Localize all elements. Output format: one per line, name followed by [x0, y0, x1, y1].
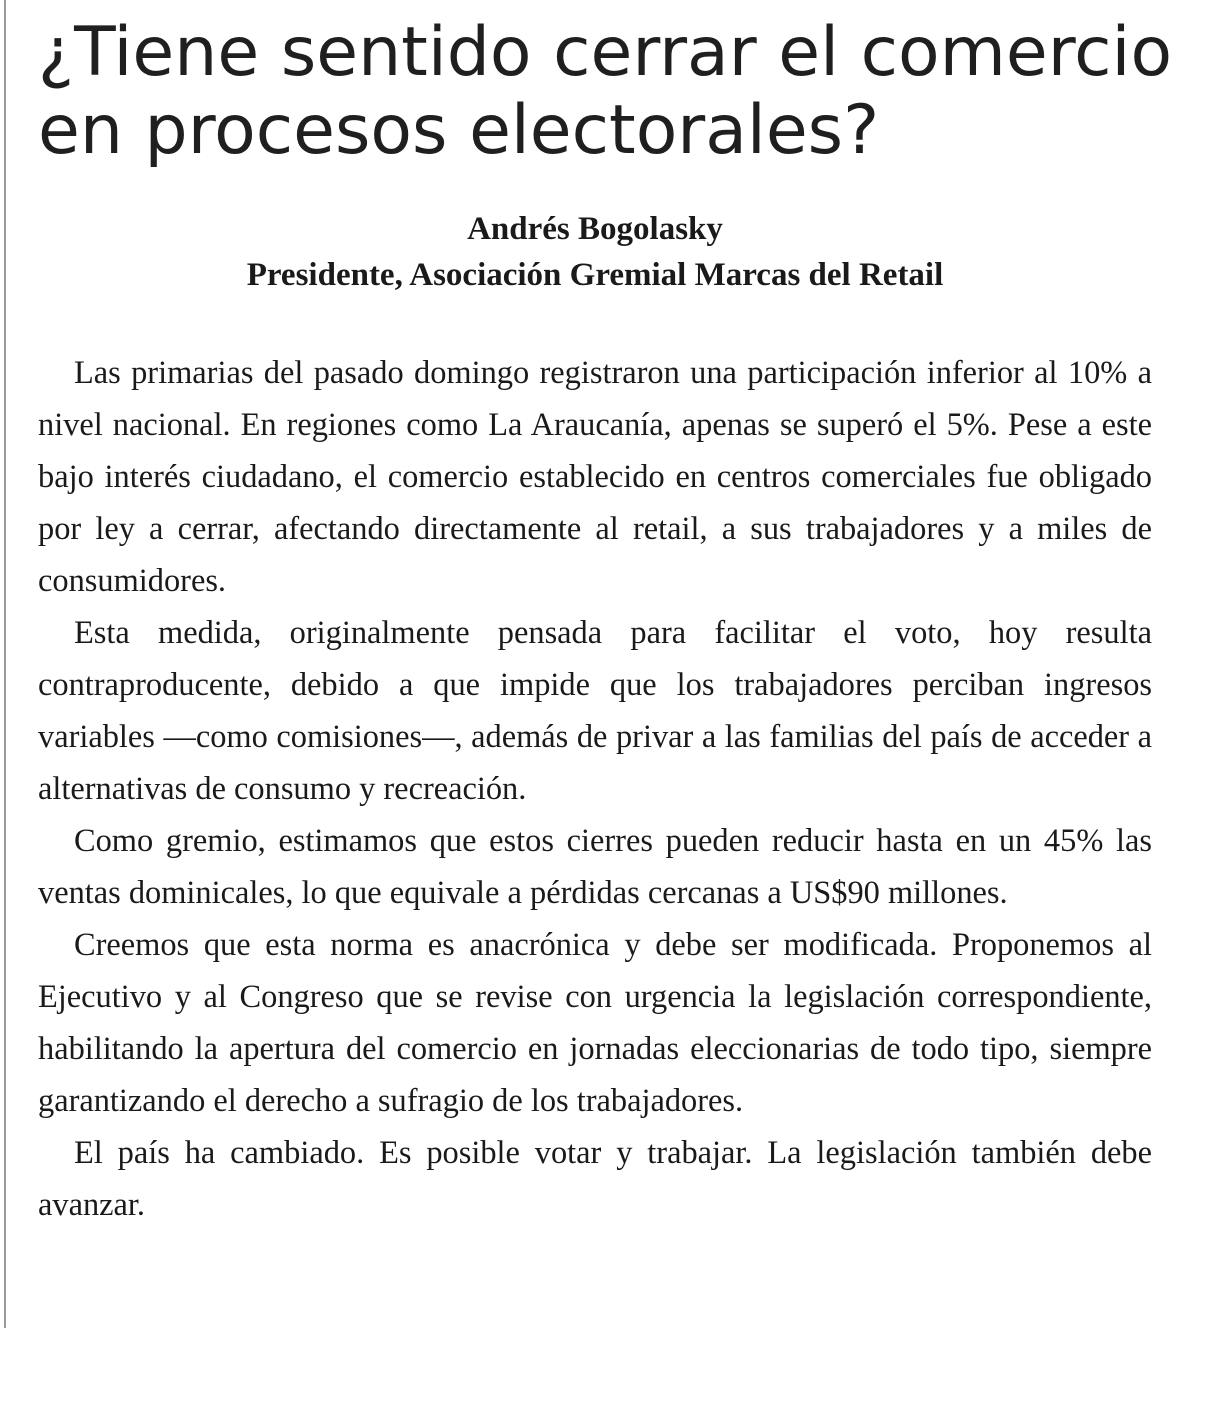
article-body [38, 347, 1152, 1231]
byline [38, 206, 1152, 298]
paragraph-4: Creemos que esta norma es anacrónica y debe ser modificada. Proponemos al Ejecutivo y al Congreso que se revise con urgencia la legislación correspondiente, habilitando la apertura del comercio en jornadas eleccionarias de todo tipo, siempre garantizando el derecho a sufragio de los trabajadores. [38, 927, 1152, 1119]
paragraph-2: Esta medida, originalmente pensada para facilitar el voto, hoy resulta contraproducente, debido a que impide que los trabajadores perciban ingresos variables —como comisiones—, además de privar a las familias del país de acceder a alternativas de consumo y recreación. [38, 615, 1152, 807]
paragraph-1: Las primarias del pasado domingo registraron una participación inferior al 10% a nivel nacional. En regiones como La Araucanía, apenas se superó el 5%. Pese a este bajo interés ciudadano, el comercio establecido en centros comerciales fue obligado por ley a cerrar, afectando directamente al retail, a sus trabajadores y a miles de consumidores. [38, 355, 1152, 599]
paragraph-3: Como gremio, estimamos que estos cierres pueden reducir hasta en un 45% las ventas dominicales, lo que equivale a pérdidas cercanas a US$90 millones. [38, 823, 1152, 911]
column-divider [4, 0, 6, 1328]
author-name: Andrés Bogolasky [467, 211, 723, 247]
paragraph-5: El país ha cambiado. Es posible votar y trabajar. La legislación también debe avanzar. [38, 1135, 1152, 1223]
author-role: Presidente, Asociación Gremial Marcas del Retail [246, 257, 944, 293]
article-title: ¿Tiene sentido cerrar el comercio en procesos electorales? [38, 13, 1173, 170]
